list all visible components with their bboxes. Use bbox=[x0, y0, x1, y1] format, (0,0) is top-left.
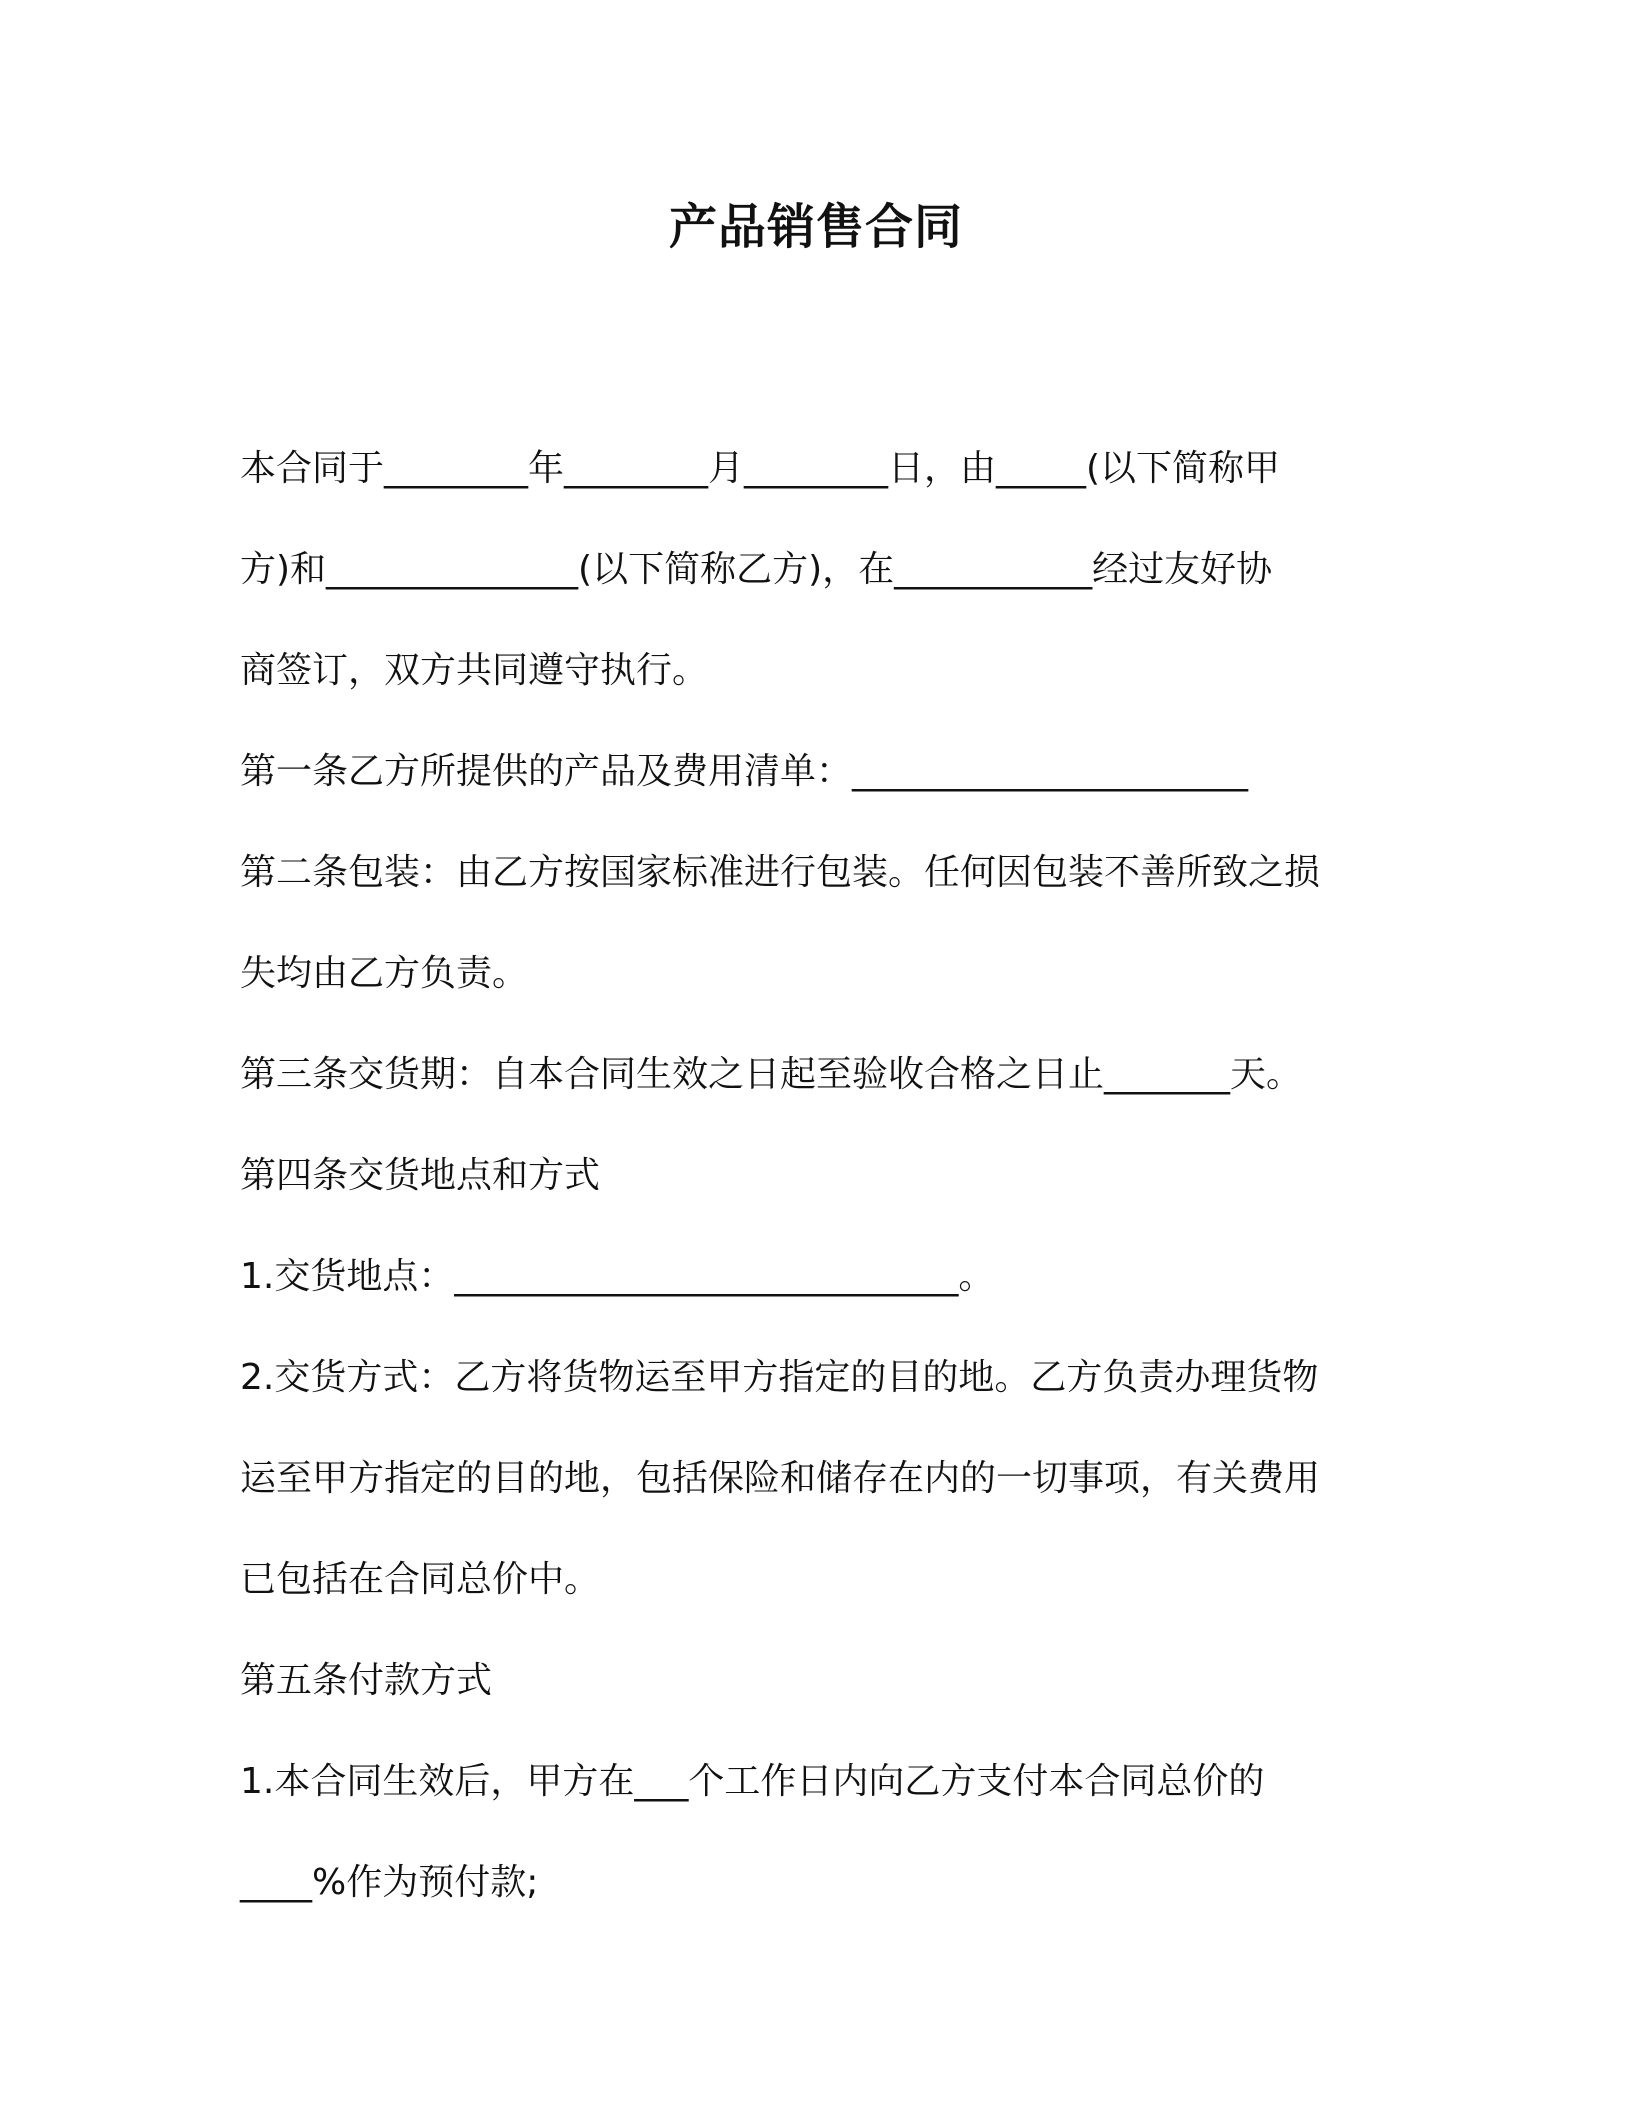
text-line-7: 第三条交货期：自本合同生效之日起至验收合格之日止_______天。 bbox=[240, 1054, 1303, 1095]
text-line-15: ____%作为预付款; bbox=[240, 1862, 539, 1903]
text-line-5: 第二条包装：由乙方按国家标准进行包装。任何因包装不善所致之损 bbox=[240, 852, 1321, 893]
text-line-8: 第四条交货地点和方式 bbox=[240, 1155, 601, 1196]
text-line-2: 方)和______________(以下简称乙方)，在___________经过友好协 bbox=[240, 549, 1273, 590]
contract-body bbox=[240, 418, 1400, 1933]
text-line-11: 运至甲方指定的目的地，包括保险和储存在内的一切事项，有关费用 bbox=[240, 1458, 1321, 1499]
text-line-4: 第一条乙方所提供的产品及费用清单：______________________ bbox=[240, 751, 1249, 792]
text-line-13: 第五条付款方式 bbox=[240, 1660, 493, 1701]
text-line-1: 本合同于________年________月________日，由_____(以下简称甲 bbox=[240, 448, 1281, 489]
text-line-14: 1.本合同生效后，甲方在___个工作日内向乙方支付本合同总价的 bbox=[240, 1761, 1265, 1802]
text-line-10: 2.交货方式：乙方将货物运至甲方指定的目的地。乙方负责办理货物 bbox=[240, 1357, 1319, 1398]
text-line-6: 失均由乙方负责。 bbox=[240, 953, 529, 994]
text-line-3: 商签订，双方共同遵守执行。 bbox=[240, 650, 709, 691]
text-line-9: 1.交货地点：____________________________。 bbox=[240, 1256, 995, 1297]
document-title: 产品销售合同 bbox=[668, 199, 963, 255]
text-line-12: 已包括在合同总价中。 bbox=[240, 1559, 601, 1600]
